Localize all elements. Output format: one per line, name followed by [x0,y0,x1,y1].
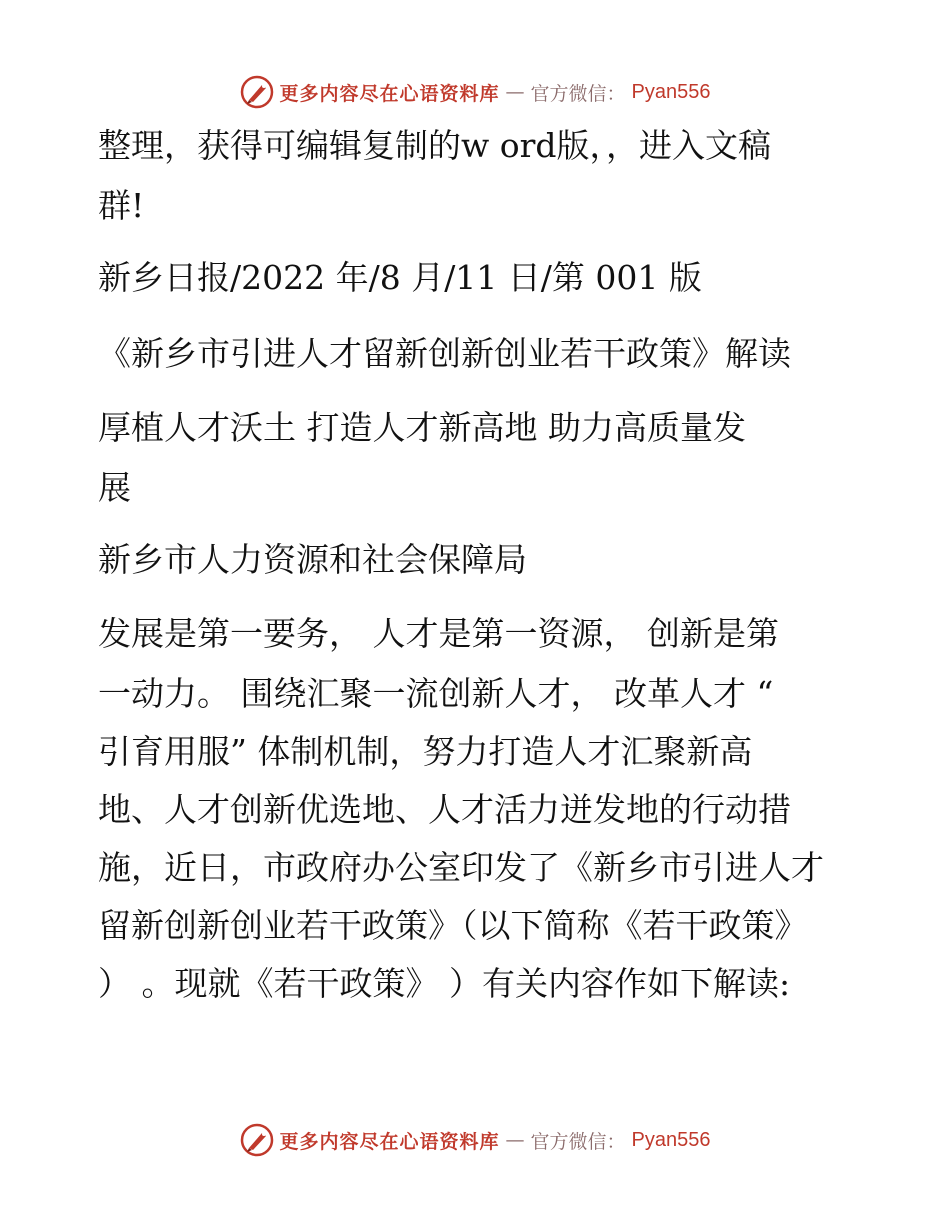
watermark-dash: — [505,1129,525,1151]
watermark-header [0,72,950,112]
watermark-handle: Pyan556 [631,80,711,103]
watermark-text: 更多内容尽在心语资料库 [279,1130,500,1153]
watermark-text: 更多内容尽在心语资料库 [279,82,500,105]
article-title: 《新乡市引进人才留新创新创业若干政策》解读 [98,334,791,373]
dateline: 新乡日报/2022 年/8 月/11 日/第 001 版 [98,258,702,297]
watermark-handle: Pyan556 [631,1128,711,1151]
paragraph-line-6: 留新创新创业若干政策》（以下简称《若干政策》 [98,906,808,945]
watermark-dash: — [505,81,525,103]
author-line: 新乡市人力资源和社会保障局 [98,540,527,579]
watermark-official-label: 官方微信： [530,82,626,105]
article-subtitle: 厚植人才沃土 打造人才新高地 助力高质量发 [98,408,746,447]
text-line-1: 整理，获得可编辑复制的w ord版，，进入文稿 [98,126,772,165]
paragraph-line-3: 引育用服” 体制机制，努力打造人才汇聚新高 [98,732,753,771]
pen-logo-icon [240,75,274,109]
paragraph-line-5: 施，近日，市政府办公室印发了《新乡市引进人才 [98,848,824,887]
article-subtitle-cont: 展 [98,468,131,507]
watermark-footer [0,1120,950,1160]
watermark-official-label: 官方微信： [530,1130,626,1153]
paragraph-line-1: 发展是第一要务， 人才是第一资源， 创新是第 [98,614,779,653]
paragraph-line-2: 一动力。 围绕汇聚一流创新人才， 改革人才 “ [98,674,774,713]
text-line-2: 群! [98,186,145,225]
pen-logo-icon [240,1123,274,1157]
paragraph-line-7: ） 。现就《若干政策》 ）有关内容作如下解读: [98,964,791,1003]
paragraph-line-4: 地、人才创新优选地、人才活力迸发地的行动措 [98,790,791,829]
